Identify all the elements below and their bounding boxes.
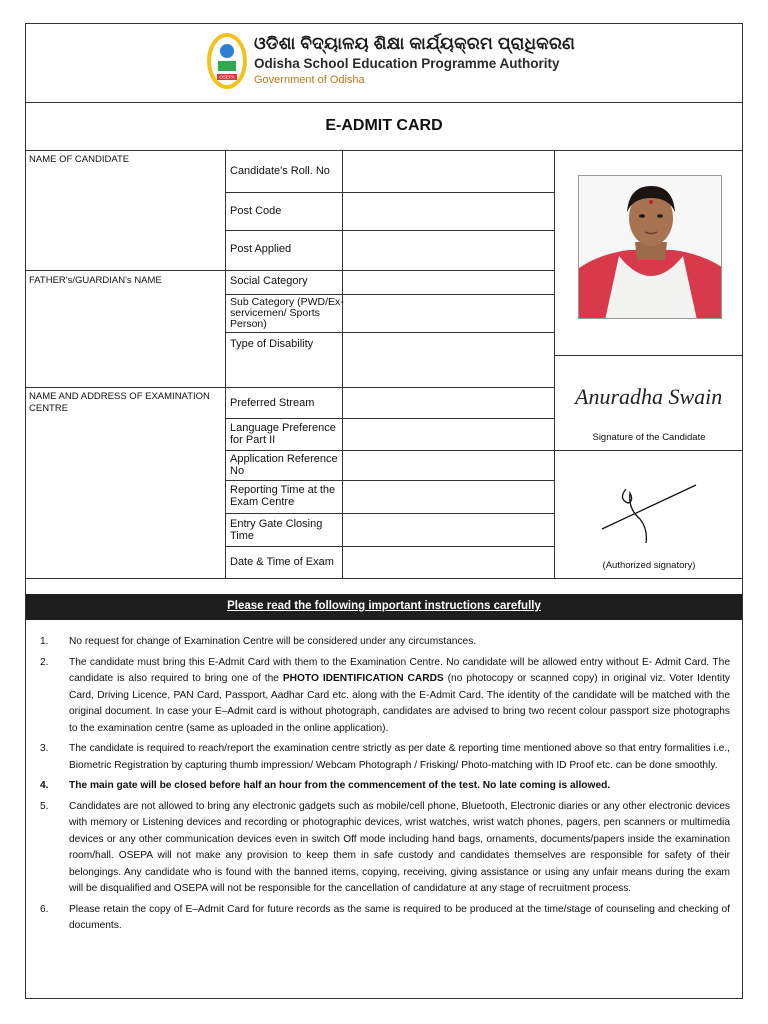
sub-category-label: Sub Category (PWD/Ex-servicemen/ Sports Person) — [230, 296, 344, 330]
roll-no-label: Candidate's Roll. No — [230, 165, 330, 177]
grid-line — [225, 192, 554, 193]
grid-line — [225, 450, 554, 451]
org-name-english: Odisha School Education Programme Authority — [254, 56, 560, 71]
instruction-number: 3. — [40, 743, 49, 754]
authorized-signature-icon — [596, 479, 706, 549]
instruction-item — [40, 902, 730, 935]
grid-line — [225, 418, 554, 419]
instruction-number: 6. — [40, 903, 49, 915]
disability-label: Type of Disability — [230, 338, 314, 350]
candidate-photo-icon — [579, 176, 722, 319]
instruction-text: The candidate must bring this E-Admit Card with them to the Examination Centre. No candidate will be allowed entry without E- Admit Card. The candidate is also required to bring one of the — [69, 656, 730, 684]
instruction-number: 5. — [40, 800, 49, 812]
preferred-stream-label: Preferred Stream — [230, 397, 315, 409]
grid-line — [225, 230, 554, 231]
title-row — [26, 102, 742, 151]
instruction-item — [40, 741, 730, 774]
authorized-signatory-label: (Authorized signatory) — [602, 560, 696, 571]
instruction-number: 2. — [40, 656, 49, 668]
signature-label: Signature of the Candidate — [592, 432, 706, 443]
grid-line — [554, 450, 742, 451]
gate-closing-label: Entry Gate Closing Time — [230, 518, 323, 542]
instructions-list — [40, 634, 730, 939]
instructions-banner — [26, 594, 742, 620]
instruction-text: (no photocopy or scanned copy) in original viz. Voter Identity Card, Driving Licence, PAN Card, Passport, Aadhar Card etc. along with the E-Admit Card. The identity of the candidate will be matched with the original document. In case your E–Admit card is without photograph, candidates are advised to bring two recent colour passport size photographs to the examination centre (same as uploaded in the online application). — [69, 673, 730, 734]
candidate-signature — [571, 370, 731, 420]
grid-line — [225, 480, 554, 481]
instruction-item — [40, 778, 730, 795]
instruction-text: Please retain the copy of E–Admit Card for future records as the same is required to be produced at the time/stage of counseling and checking of documents. — [69, 903, 730, 931]
instructions-heading: Please read the following important instructions carefully — [227, 600, 541, 612]
language-pref-label: Language Preference for Part II — [230, 422, 336, 446]
instruction-item — [40, 634, 730, 651]
post-code-label: Post Code — [230, 205, 282, 217]
page-title: E-ADMIT CARD — [325, 117, 443, 134]
grid-line — [225, 513, 554, 514]
instruction-text: Candidates are not allowed to bring any electronic gadgets such as mobile/cell phone, Bluetooth, Electronic diaries or any other electronic devices with memory or Listening devices and recording or photographic devices, wrist watches, wrist watch phones, pagers, pen scanners or multimedia devices or any other communication devices even in switch Off mode including hand bags, ornaments, documents/papers inside the examination room/hall. OSEPA will not make any provision to keep them in safe custody and candidates themselves are responsible for safety of their belongings. Any candidate who is found with the banned items, copying, receiving, giving assistance or using any unfair means during the exam will be disqualified and OSEPA will not be responsible for the cancellation of candidature at any stage of recruitment process. — [69, 800, 730, 894]
exam-datetime-label: Date & Time of Exam — [230, 556, 334, 568]
signature-text: Anuradha Swain — [575, 384, 723, 409]
instruction-text: The candidate is required to reach/report the examination centre strictly as per date & reporting time mentioned above so that entry formalities i.e., Biometric Registration by capturing thumb impression/ Webcam Photograph / Frisking/ Photo-matching with ID Proof etc. can be done smoothly. — [69, 743, 730, 771]
header — [26, 24, 742, 103]
post-applied-label: Post Applied — [230, 243, 292, 255]
grid-line — [26, 387, 554, 388]
grid-line — [225, 294, 554, 295]
instruction-bold-text: PHOTO IDENTIFICATION CARDS — [282, 673, 444, 684]
grid-line — [26, 578, 742, 579]
logo-text: OSEPA — [219, 74, 235, 80]
candidate-photo — [578, 175, 722, 319]
osepa-logo-icon — [206, 31, 248, 91]
social-category-label: Social Category — [230, 275, 308, 287]
grid-line — [554, 150, 555, 578]
exam-centre-label: NAME AND ADDRESS OF EXAMINATION CENTRE — [29, 391, 210, 414]
government-label: Government of Odisha — [254, 74, 365, 86]
app-ref-label: Application Reference No — [230, 453, 338, 477]
instruction-text: The main gate will be closed before half an hour from the commencement of the test. No late coming is allowed. — [69, 780, 611, 791]
instruction-number: 4. — [40, 780, 49, 791]
candidate-name-label: NAME OF CANDIDATE — [29, 154, 130, 165]
reporting-time-label: Reporting Time at the Exam Centre — [230, 484, 336, 508]
grid-line — [225, 332, 554, 333]
grid-line — [26, 270, 554, 271]
grid-line — [554, 355, 742, 356]
instruction-number: 1. — [40, 636, 49, 647]
grid-line — [225, 546, 554, 547]
admit-card — [25, 23, 743, 999]
instruction-item — [40, 799, 730, 898]
father-name-label: FATHER's/GUARDIAN's NAME — [29, 275, 162, 286]
instruction-text: No request for change of Examination Centre will be considered under any circumstances. — [69, 636, 477, 647]
org-name-odia: ଓଡିଶା ବିଦ୍ୟାଳୟ ଶିକ୍ଷା କାର୍ଯ୍ୟକ୍ରମ ପ୍ରାଧିକରଣ — [254, 34, 576, 53]
instruction-item — [40, 655, 730, 738]
